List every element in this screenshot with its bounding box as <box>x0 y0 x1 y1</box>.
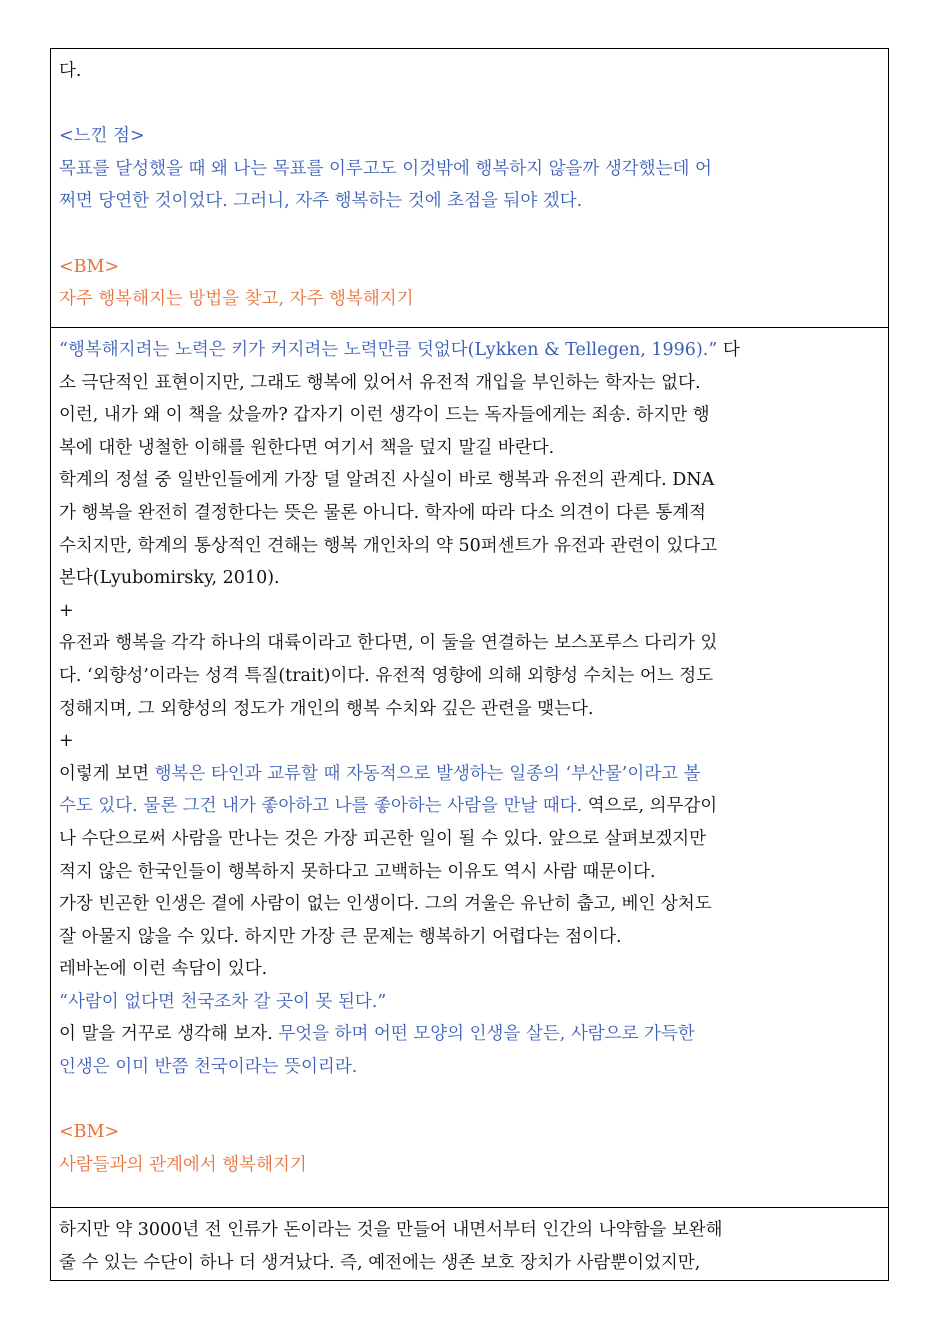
quote-line <box>59 334 880 367</box>
body-line: 본다(Lyubomirsky, 2010). <box>59 568 280 589</box>
body-line: 가장 빈곤한 인생은 곁에 사람이 없는 인생이다. 그의 겨울은 유난히 춥고, 베인 상처도 <box>59 894 712 915</box>
body-line: 학계의 정설 중 일반인들에게 가장 덜 알려진 사실이 바로 행복과 유전의 관계다. DNA <box>59 470 715 491</box>
body-line: 다. ‘외향성’이라는 성격 특질(trait)이다. 유전적 영향에 의해 외향성 수치는 어느 정도 <box>59 665 714 686</box>
feeling-line: 쩌면 당연한 것이었다. 그러니, 자주 행복하는 것에 초점을 둬야 겠다. <box>59 191 583 212</box>
body-line: 레바논에 이런 속담이 있다. <box>59 959 268 980</box>
body-line: 유전과 행복을 각각 하나의 대륙이라고 한다면, 이 둘을 연결하는 보스포루스 다리가 있 <box>59 633 718 654</box>
body-text: 이렇게 보면 <box>59 763 155 784</box>
body-line: 소 극단적인 표현이지만, 그래도 행복에 있어서 유전적 개입을 부인하는 학자는 없다. <box>59 372 701 393</box>
section-row-1 <box>51 49 889 328</box>
highlight-text: 행복은 타인과 교류할 때 자동적으로 발생하는 일종의 ‘부산물’이라고 볼 <box>154 763 701 784</box>
body-line: 나 수단으로써 사람을 만나는 것은 가장 피곤한 일이 될 수 있다. 앞으로 살펴보겠지만 <box>59 828 707 849</box>
body-line: 적지 않은 한국인들이 행복하지 못하다고 고백하는 이유도 역시 사람 때문이다. <box>59 861 656 882</box>
section-1-cell <box>51 49 889 328</box>
mixed-line <box>59 790 880 823</box>
lykken-quote: “행복해지려는 노력은 키가 커지려는 노력만큼 덧없다(Lykken & Tellegen, 1996).” <box>59 340 718 360</box>
bm-header: <BM> <box>59 1122 120 1143</box>
section-row-2 <box>51 328 889 1208</box>
quote-tail: 다 <box>717 340 740 360</box>
body-line: 하지만 약 3000년 전 인류가 돈이라는 것을 만들어 내면서부터 인간의 나약함을 보완해 <box>59 1220 723 1241</box>
body-line: 수치지만, 학계의 통상적인 견해는 행복 개인차의 약 50퍼센트가 유전과 관련이 있다고 <box>59 535 718 556</box>
body-line: 정해지며, 그 외향성의 정도가 개인의 행복 수치와 깊은 관련을 맺는다. <box>59 698 594 719</box>
bm-header: <BM> <box>59 256 120 277</box>
body-text: 이 말을 거꾸로 생각해 보자. <box>59 1024 279 1045</box>
bm-text: 사람들과의 관계에서 행복해지기 <box>59 1154 307 1175</box>
mixed-line <box>59 758 880 791</box>
proverb-quote: “사람이 없다면 천국조차 갈 곳이 못 된다.” <box>59 991 387 1012</box>
feeling-line: 목표를 달성했을 때 왜 나는 목표를 이루고도 이것밖에 행복하지 않을까 생각했는데 어 <box>59 158 712 179</box>
document-page <box>50 48 889 1281</box>
continuation-text: 다. <box>59 61 82 81</box>
plus-separator: + <box>59 731 74 752</box>
body-line: 가 행복을 완전히 결정한다는 뜻은 물론 아니다. 학자에 따라 다소 의견이 다른 통계적 <box>59 502 707 523</box>
body-line: 줄 수 있는 수단이 하나 더 생겨났다. 즉, 예전에는 생존 보호 장치가 사람뿐이었지만, <box>59 1253 701 1274</box>
body-line: 잘 아물지 않을 수 있다. 하지만 가장 큰 문제는 행복하기 어렵다는 점이다. <box>59 926 622 947</box>
section-3-cell <box>51 1208 889 1280</box>
bm-text: 자주 행복해지는 방법을 찾고, 자주 행복해지기 <box>59 289 414 310</box>
feeling-header: <느낀 점> <box>59 126 145 147</box>
highlight-text: 무엇을 하며 어떤 모양의 인생을 살든, 사람으로 가득한 <box>278 1024 695 1045</box>
body-line: 복에 대한 냉철한 이해를 원한다면 여기서 책을 덮지 말길 바란다. <box>59 437 555 458</box>
plus-separator: + <box>59 600 74 621</box>
highlight-text: 수도 있다. 물론 그건 내가 좋아하고 나를 좋아하는 사람을 만날 때다. <box>59 796 583 817</box>
section-2-cell <box>51 328 889 1208</box>
body-line: 이런, 내가 왜 이 책을 샀을까? 갑자기 이런 생각이 드는 독자들에게는 죄송. 하지만 행 <box>59 405 710 426</box>
mixed-line <box>59 1018 880 1051</box>
notes-table <box>50 48 889 1281</box>
highlight-line: 인생은 이미 반쯤 천국이라는 뜻이리라. <box>59 1057 358 1078</box>
section-row-3 <box>51 1208 889 1280</box>
body-text: 역으로, 의무감이 <box>582 796 718 817</box>
